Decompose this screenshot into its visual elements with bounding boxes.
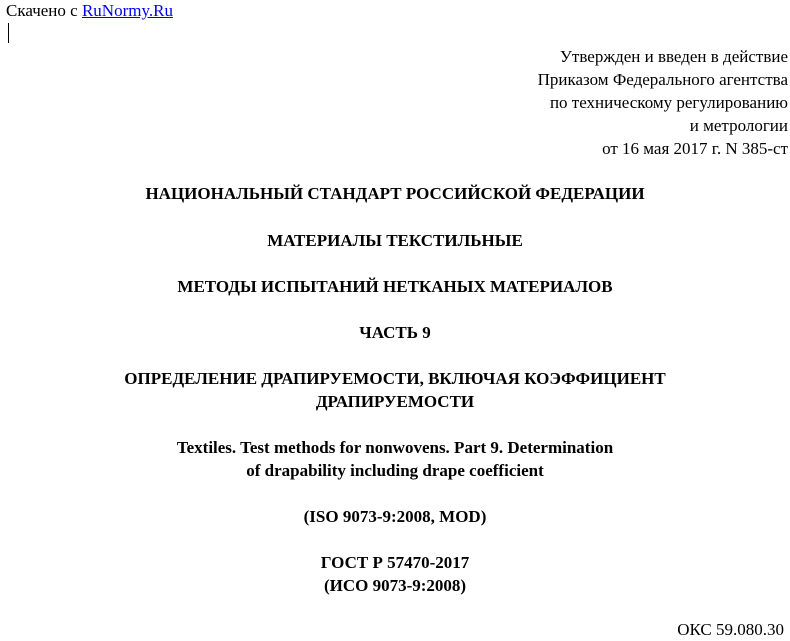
approval-line: по техническому регулированию bbox=[549, 93, 788, 112]
subject-title bbox=[0, 367, 790, 413]
iso-reference-text: (ISO 9073-9:2008, MOD) bbox=[303, 507, 487, 526]
series-title bbox=[0, 275, 790, 298]
gost-designation bbox=[0, 551, 790, 597]
approval-line: и метрологии bbox=[689, 116, 788, 135]
group-title-text: МАТЕРИАЛЫ ТЕКСТИЛЬНЫЕ bbox=[267, 231, 523, 250]
english-title-line: Textiles. Test methods for nonwovens. Part 9. Determination bbox=[176, 438, 614, 457]
download-source-line bbox=[6, 1, 173, 21]
group-title bbox=[0, 229, 790, 252]
subject-title-line: ОПРЕДЕЛЕНИЕ ДРАПИРУЕМОСТИ, ВКЛЮЧАЯ КОЭФФИЦИЕНТ bbox=[124, 369, 666, 388]
iso-ru-number: (ИСО 9073-9:2008) bbox=[323, 576, 467, 595]
approval-line: Приказом Федерального агентства bbox=[537, 70, 788, 89]
english-title-line: of drapability including drape coefficient bbox=[246, 461, 544, 480]
okc-code: ОКС 59.080.30 bbox=[677, 620, 784, 639]
gost-number: ГОСТ Р 57470-2017 bbox=[320, 553, 470, 572]
part-title-text: ЧАСТЬ 9 bbox=[359, 323, 431, 342]
iso-reference bbox=[0, 505, 790, 528]
standard-title bbox=[0, 182, 790, 205]
approval-line: Утвержден и введен в действие bbox=[559, 47, 788, 66]
subject-title-line: ДРАПИРУЕМОСТИ bbox=[315, 392, 475, 411]
approval-block bbox=[368, 45, 788, 160]
runormy-link[interactable]: RuNormy.Ru bbox=[81, 1, 173, 20]
standard-title-text: НАЦИОНАЛЬНЫЙ СТАНДАРТ РОССИЙСКОЙ ФЕДЕРАЦИИ bbox=[145, 184, 645, 203]
download-source-prefix: Скачено с bbox=[6, 1, 82, 20]
english-title bbox=[0, 436, 790, 482]
text-cursor bbox=[8, 23, 9, 43]
series-title-text: МЕТОДЫ ИСПЫТАНИЙ НЕТКАНЫХ МАТЕРИАЛОВ bbox=[177, 277, 613, 296]
approval-line: от 16 мая 2017 г. N 385-ст bbox=[602, 139, 788, 158]
part-title bbox=[0, 321, 790, 344]
